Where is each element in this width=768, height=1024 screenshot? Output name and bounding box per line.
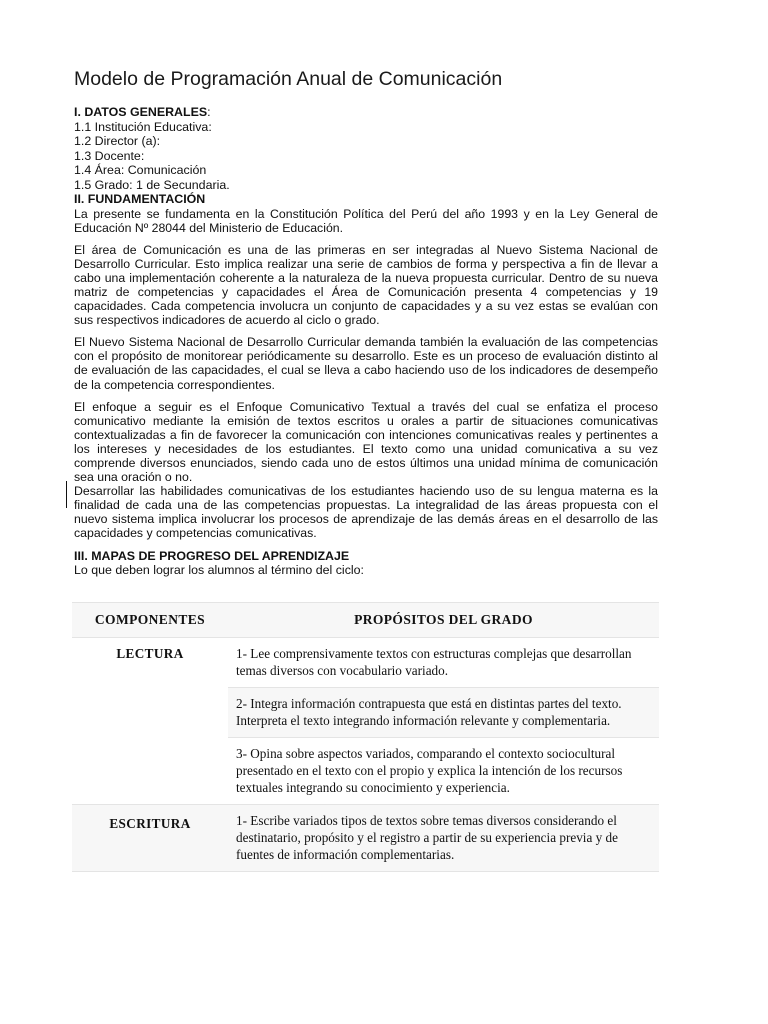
section-heading-colon: : — [207, 105, 211, 119]
table-row — [72, 805, 659, 872]
datos-item-grado: 1.5 Grado: 1 de Secundaria. — [74, 177, 230, 192]
escritura-purpose-1: 1- Escribe variados tipos de textos sobre temas diversos considerando el destinatario, propósito y el registro a partir de su experiencia previa y de fuentes de información complementarias. — [228, 805, 659, 872]
datos-item-institucion: 1.1 Institución Educativa: — [74, 119, 212, 134]
column-header-componentes: COMPONENTES — [72, 603, 228, 638]
paragraph: El Nuevo Sistema Nacional de Desarrollo Curricular demanda también la evaluación de las competencias con el propósito de monitorear periódicamente su desarrollo. Este es un proceso de evaluación distinto al de evaluación de las capacidades, el cual se lleva a cabo haciendo uso de los indicadores de desempeño de la competencia correspondientes. — [74, 335, 658, 392]
component-lectura: LECTURA — [72, 638, 228, 805]
column-header-propositos: PROPÓSITOS DEL GRADO — [228, 603, 659, 638]
paragraph: El enfoque a seguir es el Enfoque Comunicativo Textual a través del cual se enfatiza el proceso comunicativo mediante la emisión de textos escritos u orales a partir de situaciones comunicativas contextualizadas a fin de favorecer la comunicación con intenciones comunicativas reales y pertinentes a los intereses y necesidades de los estudiantes. El texto como una unidad comunicativa a su vez comprende diversos enunciados, siendo cada uno de estos últimos una unidad mínima de comunicación sea una oración o no. — [74, 399, 658, 485]
document-body — [74, 66, 658, 578]
text-cursor — [66, 481, 67, 508]
lectura-purpose-1: 1- Lee comprensivamente textos con estructuras complejas que desarrollan temas diversos con vocabulario variado. — [228, 638, 659, 688]
document-title: Modelo de Programación Anual de Comunicación — [74, 68, 503, 90]
paragraph: Desarrollar las habilidades comunicativas de los estudiantes haciendo uso de su lengua materna es la finalidad de cada una de las competencias propuestas. La integralidad de las áreas propuesta con el nuevo sistema implica involucrar los procesos de aprendizaje de las demás áreas en el desarrollo de las capacidades y competencias comunicativas. — [74, 484, 658, 541]
section-intro: Lo que deben lograr los alumnos al término del ciclo: — [74, 563, 364, 578]
lectura-purpose-2: 2- Integra información contrapuesta que está en distintas partes del texto. Interpreta el texto integrando información relevante y complementaria. — [228, 688, 659, 738]
table-row — [72, 638, 659, 688]
datos-item-docente: 1.3 Docente: — [74, 148, 145, 163]
lectura-purpose-3: 3- Opina sobre aspectos variados, comparando el contexto sociocultural presentado en el texto con el propio y explica la intención de los recursos textuales integrando su conocimiento y experiencia. — [228, 738, 659, 805]
section-heading-datos-generales: I. DATOS GENERALES — [74, 105, 208, 119]
section-datos-generales — [74, 105, 658, 192]
section-fundamentacion — [74, 192, 658, 541]
datos-item-director: 1.2 Director (a): — [74, 134, 161, 148]
paragraph: La presente se fundamenta en la Constitución Política del Perú del año 1993 y en la Ley General de Educación Nº 28044 del Ministerio de Educación. — [74, 206, 658, 235]
component-escritura: ESCRITURA — [72, 805, 228, 872]
paragraph: El área de Comunicación es una de las primeras en ser integradas al Nuevo Sistema Nacional de Desarrollo Curricular. Esto implica realizar una serie de cambios de forma y perspectiva a fin de llevar a cabo una implementación coherente a la naturaleza de la nueva propuesta curricular. Dentro de su nueva matriz de competencias y capacidades el Área de Comunicación presenta 4 competencias y 19 capacidades. Cada competencia involucra un conjunto de capacidades y a su vez estas se evalúan con sus respectivos indicadores de acuerdo al ciclo o grado. — [74, 242, 658, 328]
section-mapas-progreso — [74, 549, 658, 578]
table-header-row — [72, 603, 659, 638]
section-heading-fundamentacion: II. FUNDAMENTACIÓN — [74, 192, 206, 206]
progress-map-table — [72, 602, 659, 872]
datos-item-area: 1.4 Área: Comunicación — [74, 163, 207, 177]
section-heading-mapas: III. MAPAS DE PROGRESO DEL APRENDIZAJE — [74, 548, 350, 563]
